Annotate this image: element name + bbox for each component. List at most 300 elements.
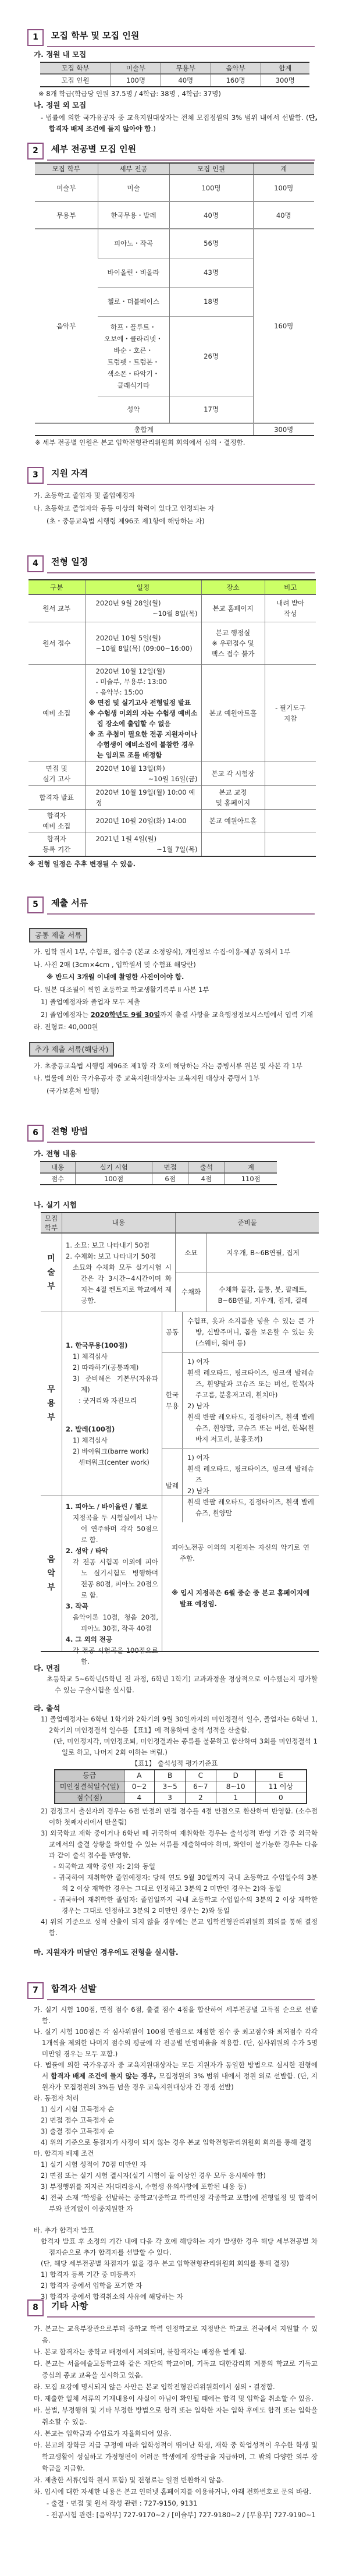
list-item: 2) 면접 또는 실기 시험 결시자(실기 시험이 둘 이상인 경우 모두 응시해야 함) [41, 2171, 266, 2180]
section-5 [0, 897, 349, 1097]
td: 2 [185, 1792, 216, 1804]
list-item: 나. 사진 2매 (3cm×4cm , 입학원서 및 수험표 해당란) [34, 960, 196, 969]
section-7 [0, 1982, 349, 2302]
text-segment: .) [151, 125, 156, 133]
table-header-row [40, 62, 309, 74]
td: 미술부 [56, 184, 76, 192]
music-row [41, 1495, 319, 1666]
schedule-memo [265, 809, 316, 832]
section-title: 전형 일정 [51, 557, 88, 567]
department-label: 음 악 부 [41, 1496, 62, 1651]
list-item: 2. 성악 / 타악 [66, 1547, 109, 1555]
td: 4 [124, 1792, 155, 1804]
subheading: 나. 실기 시험 [34, 1200, 77, 1209]
th: 세부 전공 [98, 163, 169, 175]
subheading: 가. 정원 내 모집 [34, 50, 87, 59]
td: 한국무용・발레 [98, 201, 169, 229]
section-header [0, 897, 349, 914]
material-text: 지우개, B~6B연필, 집게 [226, 1248, 300, 1257]
text-segment: 합격자 배제 조건에 들지 않는 경우, [51, 2072, 156, 2080]
schedule-line: ~1월 7일(목) [156, 845, 198, 853]
section-number: 8 [27, 2299, 44, 2316]
table-caption: 【표1】 출석성적 평가기준표 [131, 1759, 218, 1767]
text-segment: 다. 법률에 의한 국가유공자 중 교육지원대상자는 모든 지원자가 동일한 방법으로 실시한 전형에서 [34, 2061, 318, 2080]
schedule-line: - 음악부: 15:00 [95, 688, 144, 696]
table-header-row [41, 1213, 319, 1234]
material-row [176, 1272, 319, 1312]
text-segment: 단, 합격자 배제 조건에 들지 않아야 함 [49, 114, 318, 133]
schedule-place: 본교 각 시험장 [201, 761, 265, 785]
td: 첼로・더블베이스 [107, 297, 159, 306]
list-item: 아. 본교의 장학금 지급 규정에 따라 입학성적이 뛰어난 학생, 재학 중 학업성적이 우수한 학생 및 학교생활이 성실하고 가정형편이 어려운 학생에게 장학금을 지급하며, 그 밖의 다양한 외부 장학금을 지급함. [34, 2441, 318, 2472]
text-lines [34, 946, 318, 1034]
schedule-line: 2020년 10월 19일(월) 10:00 예정 [95, 788, 195, 807]
section-number: 3 [27, 467, 44, 484]
text-segment: 2020학년도 9월 30일 [90, 1010, 161, 1019]
list-item: 3) 출결 점수 고득점자 순 [41, 2127, 115, 2135]
list-item: 2) 따라하기(공통과제) [73, 1363, 139, 1372]
schedule-memo: - 필기도구 지참 [265, 664, 316, 761]
list-item: 수험표, 옷과 소지품을 넣을 수 있는 큰 가방, 신발주머니, 몸을 보온할 수 있는 옷(스웨터, 워머 등) [187, 1317, 314, 1347]
list-item: : 굿거리와 자진모리 [79, 1397, 137, 1405]
list-item: 나. 초등학교 졸업자와 동등 이상의 학력이 있다고 인정되는 자 [34, 504, 215, 512]
section-number: 2 [27, 143, 44, 160]
schedule-category: 합격자 등록 기간 [42, 834, 71, 853]
exam-content [62, 1234, 176, 1312]
list-item: 나. 법률에 의한 국가유공자 중 교육지원대상자는 교육지원 대상자 증명서 1부 [34, 1074, 260, 1082]
schedule-line: 2020년 10월 12일(월) [95, 667, 165, 675]
table-row [29, 785, 316, 809]
list-item: 1) 여자 [187, 1358, 209, 1366]
td: 300명 [253, 423, 314, 435]
list-item: 소묘와 수채화 모두 실기시험 시간은 각 3시간~4시간이며 화지는 4절 켄트지로 학교에서 제공함. [73, 1263, 172, 1305]
table-row [35, 423, 314, 435]
material-text [183, 1353, 319, 1448]
list-item [34, 2060, 318, 2093]
schedule-line: 2021년 1월 4일(월) [95, 834, 157, 843]
material-label: 공통 [162, 1312, 183, 1352]
list-item: 1) 졸업예정자와 졸업자 모두 제출 [41, 998, 140, 1006]
section-number: 1 [27, 29, 44, 46]
list-item: 1. 소묘: 보고 나타내기 50점 [66, 1241, 150, 1249]
td: 18명 [169, 287, 253, 316]
department-label: 무 용 부 [41, 1312, 62, 1495]
schedule-line: 2020년 10월 5일(월) [95, 633, 161, 642]
schedule-line: 2020년 10월 13일(화) [95, 764, 165, 773]
list-item: 흰색 반팔 레오타드, 검정타이즈, 흰색 발레슈즈, 흰양말, 코슈즈 또는 버선, 한복(흰바지 저고리, 분홍조끼) [187, 1413, 314, 1443]
section-header [0, 555, 349, 573]
td: 40명 [161, 74, 211, 87]
list-item: 2) 바아워크(barre work) [73, 1447, 149, 1455]
text-lines [34, 2004, 318, 2214]
list-item: 초등학교 5~6학년(5학년 전 과정, 6학년 1학기) 교과과정을 정상적으로 이수했는지 평가할 수 있는 구술시험을 실시함. [47, 1675, 318, 1694]
divider [47, 46, 315, 47]
td: 성악 [127, 405, 140, 414]
list-item: 피아노전공 이외의 지원자는 자신의 악기로 연주함. [172, 1543, 309, 1562]
th: 면접 [152, 1161, 188, 1173]
list-item: (단, 미인정지각, 미인정조퇴, 미인정결과는 종류를 불문하고 합산하여 3회를 미인정결석 1일로 하고, 나머지 2회 이하는 버림.) [54, 1737, 318, 1756]
schedule-table [29, 579, 316, 857]
schedule-line: 2020년 10월 20일(화) 14:00 [95, 816, 187, 825]
td: 무용부 [56, 211, 76, 219]
table-header-row [40, 1161, 277, 1173]
list-item: 1) 여자 [187, 1454, 209, 1462]
section-number: 6 [27, 1125, 44, 1142]
material-label: 한국 무용 [162, 1353, 183, 1448]
td: 바이올린・비올라 [107, 268, 159, 277]
schedule-dates [85, 832, 201, 856]
td: 110점 [225, 1173, 277, 1185]
quota-table [40, 62, 309, 87]
list-item: 라. 전형료: 40,000원 [34, 1023, 98, 1031]
material-label: 발레 [162, 1449, 183, 1522]
list-item [41, 1009, 318, 1022]
td: B [155, 1770, 186, 1781]
list-item: 마. 합격자 배제 조건 [34, 2149, 94, 2157]
section-header [0, 467, 349, 484]
schedule-place: 본교 예원아트홀 [201, 664, 265, 761]
schedule-memo [265, 761, 316, 785]
list-item: 2) 남자 [187, 1402, 209, 1410]
note: ※ 세부 전공별 인원은 본교 입학전형관리위원회 회의에서 심의・결정함. [35, 438, 245, 447]
section-header [0, 2299, 349, 2317]
th: 무용부 [161, 62, 211, 74]
td: 300명 [261, 74, 309, 87]
section-header [0, 143, 349, 160]
th: 모집 인원 [169, 163, 253, 175]
list-item: 3. 작곡 [66, 1602, 88, 1610]
list-item: 3) 외국학교 재학 중이거나 6학년 때 귀국하여 재취학한 경우는 출석성적 반영 기간 중 외국학교에서의 출결 상황을 확인할 수 있는 서류를 제출하여야 하며, 확인이 불가능한 경우는 다음과 같이 출석 점수를 반영함. [41, 1829, 318, 1859]
schedule-memo [265, 785, 316, 809]
table-row [29, 594, 316, 622]
th: 내용 [62, 1213, 176, 1232]
td: 총합계 [134, 425, 154, 434]
table-row [35, 229, 314, 258]
schedule-place [201, 832, 265, 856]
list-item: - 전공시험 관련: [음악부] 727-9170~2 / [미술부] 727-9180~2 / [무용부] 727-9190~1 [47, 2511, 316, 2519]
td: 40명 [253, 201, 314, 229]
schedule-place: 본교 교정 및 홈페이지 [201, 785, 265, 809]
list-item: 각 전공 시험곡 이외에 피아노 실기시험도 병행하며 전공 80점, 피아노 20점으로 함. [73, 1558, 158, 1599]
td: 1 [216, 1792, 255, 1804]
divider [47, 1999, 315, 2000]
schedule-dates [85, 785, 201, 809]
materials [162, 1496, 319, 1651]
list-item: ※ 반드시 3개월 이내에 촬영한 사진이어야 함. [47, 973, 184, 981]
list-item: - 외국학교 재학 중인 자: 2)와 동일 [54, 1862, 156, 1870]
list-item: 차. 입시에 대한 자세한 내용은 본교 인터넷 홈페이지를 이용하거나, 아래 전화번호로 문의 바람. [34, 2488, 311, 2496]
note: ※ 8개 학급(학급당 인원 37.5명 / 4학급: 38명 , 4학급: 37명) [38, 90, 221, 98]
th: 내용 [51, 1163, 65, 1171]
subheading: 라. 출석 [34, 1704, 60, 1713]
td: D [216, 1770, 255, 1781]
schedule-memo: 내려 받아 작성 [265, 594, 316, 622]
td: 100점 [76, 1173, 152, 1185]
list-item: 각 전공 시험곡을 100점으로 함. [73, 1646, 158, 1666]
list-item: 라. 모집 요강에 명시되지 않은 사안은 본교 입학전형관리위원회에서 심의・결정함. [34, 2383, 275, 2391]
material-text: 수채화 물감, 물통, 붓, 팔레트, B~6B연필, 지우개, 집게, 걸레 [218, 1285, 308, 1305]
th: 음악부 [211, 62, 261, 74]
list-item: 1. 한국무용(100점) [66, 1341, 128, 1349]
section-4 [0, 555, 349, 870]
td: C [185, 1770, 216, 1781]
schedule-line: 2020년 9월 28일(월) [95, 598, 161, 607]
list-item: 4. 그 외의 전공 [66, 1635, 112, 1643]
table-row [35, 201, 314, 229]
text-lines [34, 2236, 318, 2302]
table-row [40, 1173, 277, 1185]
score-table [40, 1161, 277, 1185]
list-item: 합격자 발표 후 소정의 기간 내에 다음 각 호에 해당하는 자가 발생한 경우 해당 세부전공별 차점자순으로 추가 합격자를 선발할 수 있다. [41, 2237, 318, 2256]
td: 하프・플루트・ 오보에・클라리넷・ 바순・호른・ 트럼펫・트럼본・ 색소폰・타악기・ 클래식기타 [104, 323, 163, 389]
td: 음악부 [56, 322, 76, 330]
td: 8~10 [216, 1781, 255, 1792]
list-item: 마. 제출한 일체 서류의 기재내용이 사실이 아님이 확인될 때에는 합격 및 입학을 취소할 수 있음. [34, 2394, 314, 2403]
list-item: 흰색 레오타드, 핑크타이즈, 핑크색 발레슈즈, 흰양말과 코슈즈 또는 버선, 한복(자주고름, 분홍저고리, 흰치마) [187, 1369, 314, 1399]
major-quota-table [35, 162, 314, 436]
text-lines [34, 1674, 318, 1696]
list-item: 음악이론 10점, 청음 20점, 피아노 30점, 작곡 40점 [73, 1613, 158, 1632]
table-row [29, 809, 316, 832]
list-item: 2) 면접 점수 고득점자 순 [41, 2116, 115, 2124]
material-label: 수채화 [176, 1273, 207, 1312]
list-item: 가. 초중등교육법 시행령 제96조 제1항 각 호에 해당하는 자는 증빙서류 원본 및 사본 각 1부 [34, 1061, 302, 1070]
th: 준비물 [237, 1218, 257, 1227]
table-row [29, 761, 316, 785]
list-item: 가. 본교는 교육부장관으로부터 중학교 학력 인정학교로 지정받은 학교로 전국에서 지원할 수 있음. [34, 2325, 318, 2344]
materials [162, 1312, 319, 1517]
subheading: 다. 면접 [34, 1664, 60, 1673]
schedule-place: 본교 예원아트홀 [201, 809, 265, 832]
schedule-category: 합격자 예비 소집 [42, 811, 71, 830]
schedule-line: ~10월 16일(금) [148, 774, 198, 783]
divider [47, 484, 315, 485]
list-item: 나. 실기 시험 100점은 각 심사위원이 100점 만점으로 채점한 점수 중 최고점수와 최저점수 각각 1개씩을 제외한 나머지 점수의 평균에 각 전공별 반영비율을 적용함. (단, 심사위원의 수가 5명 미만일 경우는 모두 포함.) [34, 2028, 318, 2058]
td: 0 [255, 1792, 307, 1804]
section-header [0, 29, 349, 47]
th: 일정 [85, 580, 201, 594]
th: 모집 학부 [41, 1213, 62, 1232]
list-item: 가. 입학 원서 1부, 수험표, 접수증 (본교 소정양식), 개인정보 수집·이용·제공 동의서 1부 [34, 948, 291, 956]
section-3 [0, 467, 349, 527]
list-item: 다. 본교는 서울예술고등학교와 같은 재단의 학교이며, 기독교 대한감리회 계통의 학교로 기독교 중심의 종교 교육을 실시하고 있음. [34, 2359, 318, 2379]
schedule-line: - 미술부, 무용부: 13:00 [95, 677, 167, 686]
section-title: 제출 서류 [51, 898, 88, 908]
table-row [55, 1770, 307, 1781]
department-label: 미 술 부 [41, 1234, 62, 1312]
schedule-category: 합격자 발표 [39, 793, 74, 802]
list-item: (단, 해당 세부전공별 차점자가 없을 경우 본교 입학전형관리위원회 회의를 통해 결정) [41, 2259, 289, 2267]
th: 모집 학부 [52, 165, 80, 173]
td: 점수 [51, 1175, 65, 1183]
text-segment: 모집정원의 3% 범위 내에서 정원 외로 선발함. (단, 지원자가 모집정원의 3%를 넘을 경우 교육지원대상자 간 경쟁 선발) [42, 2072, 318, 2091]
list-item: (국가보훈처 발행) [47, 1086, 99, 1095]
schedule-place: 본교 행정실 ※ 우편접수 및 팩스 접수 불가 [201, 622, 265, 664]
text-segment: - 법률에 의한 국가유공자 중 교육지원대상자는 전체 모집정원의 3% 범위 내에서 선발함. ( [41, 114, 309, 122]
list-item: 바. 불법, 부정행위 및 기타 부정한 방법으로 합격 또는 입학한 자는 입학 후에도 합격 또는 입학을 취소할 수 있음. [34, 2406, 318, 2426]
list-item: 지정곡을 두 시험실에서 나누어 연주하며 각각 50점으로 함. [73, 1514, 158, 1544]
section-title: 합격자 선발 [51, 1983, 97, 1994]
schedule-category: 원서 접수 [42, 639, 71, 647]
list-item: 1) 체격심사 [73, 1436, 108, 1444]
table-row [40, 74, 309, 87]
td: 100명 [253, 175, 314, 201]
td: 모집 인원 [61, 76, 90, 84]
section-header [0, 1125, 349, 1142]
td: 100명 [111, 74, 161, 87]
td: E [255, 1770, 307, 1781]
divider [47, 572, 315, 573]
schedule-dates [85, 664, 201, 761]
list-item: 나. 본교 합격자는 중학교 배정에서 제외되며, 불합격자는 배정을 받게 됨. [34, 2348, 247, 2356]
list-item [41, 112, 318, 134]
section-header [0, 1982, 349, 2000]
list-item: 4) 위의 기준으로 성적 산출이 되지 않을 경우에는 본교 입학전형관리위원회 회의를 통해 결정함. [41, 1918, 318, 1937]
schedule-dates [85, 594, 201, 622]
list-item: 1) 졸업예정자는 6학년 1학기와 2학기의 9월 30일까지의 미인정결석 일수, 졸업자는 6학년 1, 2학기의 미인정결석 일수를 【표1】에 적용하여 출석 성적을 산출함. [41, 1715, 318, 1734]
list-item: 2) 검정고시 출신자의 경우는 6점 만점의 면접 점수를 4점 만점으로 환산하여 반영함. (소수점 이하 첫째자리에서 반올림) [41, 1807, 318, 1826]
td: 160명 [253, 229, 314, 423]
list-item: 3) 준비해온 기본무(자유과제) [73, 1374, 158, 1394]
material-label: 소묘 [176, 1234, 207, 1272]
material-row [176, 1234, 319, 1272]
th: 비고 [265, 580, 316, 594]
th: 구분 [50, 583, 63, 591]
section-title: 기타 사항 [51, 2301, 88, 2311]
section-title: 모집 학부 및 모집 인원 [51, 30, 140, 41]
list-item: 흰색 레오타드, 핑크타이즈, 핑크색 발레슈즈 [187, 1465, 314, 1484]
list-item: 2. 수채화: 보고 나타내기 50점 [66, 1252, 156, 1260]
practical-exam-table [41, 1212, 319, 1666]
common-documents-label: 공통 제출 서류 [29, 928, 87, 942]
list-item: 1) 합격자 등록 기간 중 미등록자 [41, 2270, 136, 2279]
schedule-dates [85, 761, 201, 785]
table-header-row [29, 580, 316, 594]
list-item: 1) 실기 시험 성적이 70점 미만인 자 [41, 2160, 147, 2168]
td: 26명 [169, 316, 253, 396]
note: ※ 전형 일정은 추후 변경될 수 있음. [29, 859, 136, 868]
material-row [162, 1312, 319, 1352]
schedule-category: 원서 교부 [42, 604, 71, 612]
subheading: 바. 추가 합격자 발표 [34, 2226, 94, 2234]
td: A [124, 1770, 155, 1781]
table-row [29, 622, 316, 664]
text-lines [34, 1060, 318, 1098]
exam-content [62, 1312, 162, 1495]
attendance-table [54, 1769, 307, 1804]
td: 11 이상 [255, 1781, 307, 1792]
text-lines [34, 2323, 318, 2521]
material-text [183, 1312, 319, 1352]
th: 계 [225, 1161, 277, 1173]
td: 0~2 [124, 1781, 155, 1792]
list-item: - 귀국하여 재취학한 졸업예정자: 당해 연도 9월 30일까지 국내 초등학교 수업일수의 3분의 2 이상 재학한 경우는 그대로 인정하고 3분의 2 미만인 경우는 2)와 동일 [54, 1873, 318, 1893]
td: 6~7 [185, 1781, 216, 1792]
schedule-line: ※ 면접 및 실기고사 전형일정 발표 [88, 698, 191, 707]
list-item: 가. 실기 시험 100점, 면접 점수 6점, 출결 점수 4점을 합산하여 세부전공별 고득점 순으로 선발함. [34, 2005, 318, 2025]
exam-content [62, 1496, 162, 1666]
table-row [29, 832, 316, 856]
td: 등급 [55, 1770, 124, 1781]
material-row [162, 1352, 319, 1448]
td: 미인정결석일수(일) [55, 1781, 124, 1792]
schedule-line: ※ 조 추첨이 필요한 전공 지원자이나 수험생이 예비소집에 불참한 경우는 임의로 조를 배정함 [88, 729, 198, 759]
td: 점수(점) [55, 1792, 124, 1804]
td: 4점 [188, 1173, 225, 1185]
section-title: 세부 전공별 모집 인원 [51, 144, 137, 154]
materials [176, 1234, 319, 1312]
list-item: 라. 동점자 처리 [34, 2094, 79, 2102]
list-item: 센터워크(center work) [79, 1458, 149, 1466]
subheading: 가. 전형 내용 [34, 1149, 77, 1158]
list-item: 사. 본교는 입학금과 수업료가 자율화되어 있음. [34, 2429, 172, 2437]
schedule-place: 본교 홈페이지 [201, 594, 265, 622]
table-row [29, 664, 316, 761]
th: 미술부 [111, 62, 161, 74]
extra-documents-label: 추가 제출 서류(해당자) [29, 1042, 114, 1057]
text-lines [34, 489, 318, 527]
th: 모집 학부 [61, 64, 90, 72]
text-segment: 까지 출결 사항을 교육행정정보시스템에서 입력 기재 [160, 1010, 314, 1019]
divider [47, 2316, 315, 2318]
section-6 [0, 1125, 349, 1960]
divider [47, 160, 315, 161]
list-item: - 출결・면접 및 원서 작성 관련 : 727-9150, 9131 [47, 2499, 198, 2507]
section-title: 전형 방법 [51, 1126, 88, 1136]
section-title: 지원 자격 [51, 468, 88, 479]
td: 40명 [169, 201, 253, 229]
list-item: - 귀국하여 재취학한 졸업자: 졸업일까지 국내 초등학교 수업일수의 3분의 2 이상 재학한 경우는 그대로 인정하고 3분의 2 미만인 경우는 2)와 동일 [54, 1895, 318, 1915]
td: 56명 [169, 229, 253, 258]
th: 장소 [201, 580, 265, 594]
schedule-line: ※ 수험생 이외의 자는 수험생 예비소집 장소에 출입할 수 없음 [88, 708, 198, 728]
th: 계 [253, 163, 314, 175]
section-1 [0, 29, 349, 134]
list-item: 흰색 반팔 레오타드, 검정타이즈, 흰색 발레슈즈, 흰양말 [187, 1498, 314, 1517]
th: 합계 [261, 62, 309, 74]
table-row [35, 175, 314, 201]
list-item [66, 1406, 158, 1424]
schedule-memo [265, 832, 316, 856]
td: 160명 [211, 74, 261, 87]
schedule-memo [265, 622, 316, 664]
list-item: 다. 원본 대조필이 찍힌 초등학교 학교생활기록부 Ⅱ 사본 1부 [34, 985, 209, 994]
text-lines [34, 112, 318, 134]
divider [47, 913, 315, 915]
td: 피아노・작곡 [98, 229, 169, 258]
list-item: 1. 피아노 / 바이올린 / 첼로 [66, 1503, 148, 1511]
td: 3~5 [155, 1781, 186, 1792]
subheading: 마. 지원자가 미달인 경우에도 전형을 실시함. [34, 1948, 179, 1957]
td: 43명 [169, 258, 253, 287]
schedule-line: ~10월 8일(목) (09:00~16:00) [95, 644, 193, 653]
list-item: 2) 합격자 중에서 입학을 포기한 자 [41, 2281, 143, 2290]
list-item: 가. 초등학교 졸업자 및 졸업예정자 [34, 491, 135, 499]
text-lines [34, 1714, 318, 1758]
td: 17명 [169, 396, 253, 423]
td: 6점 [152, 1173, 188, 1185]
section-number: 4 [27, 555, 44, 572]
text-lines [34, 1806, 318, 1939]
section-number: 7 [27, 1982, 44, 1999]
table-header-row [35, 163, 314, 175]
table-row [55, 1792, 307, 1804]
list-item: 3) 합격자 중에서 합격취소의 사유에 해당하는 자 [41, 2292, 183, 2301]
section-8 [0, 2299, 349, 2521]
list-item: 3) 부정행위를 저지른 자(대리응시, 수험생 유의사항에 포함된 내용 등) [41, 2182, 247, 2191]
list-item: 1) 실기 시험 고득점자 순 [41, 2105, 115, 2113]
divider [47, 1142, 315, 1143]
